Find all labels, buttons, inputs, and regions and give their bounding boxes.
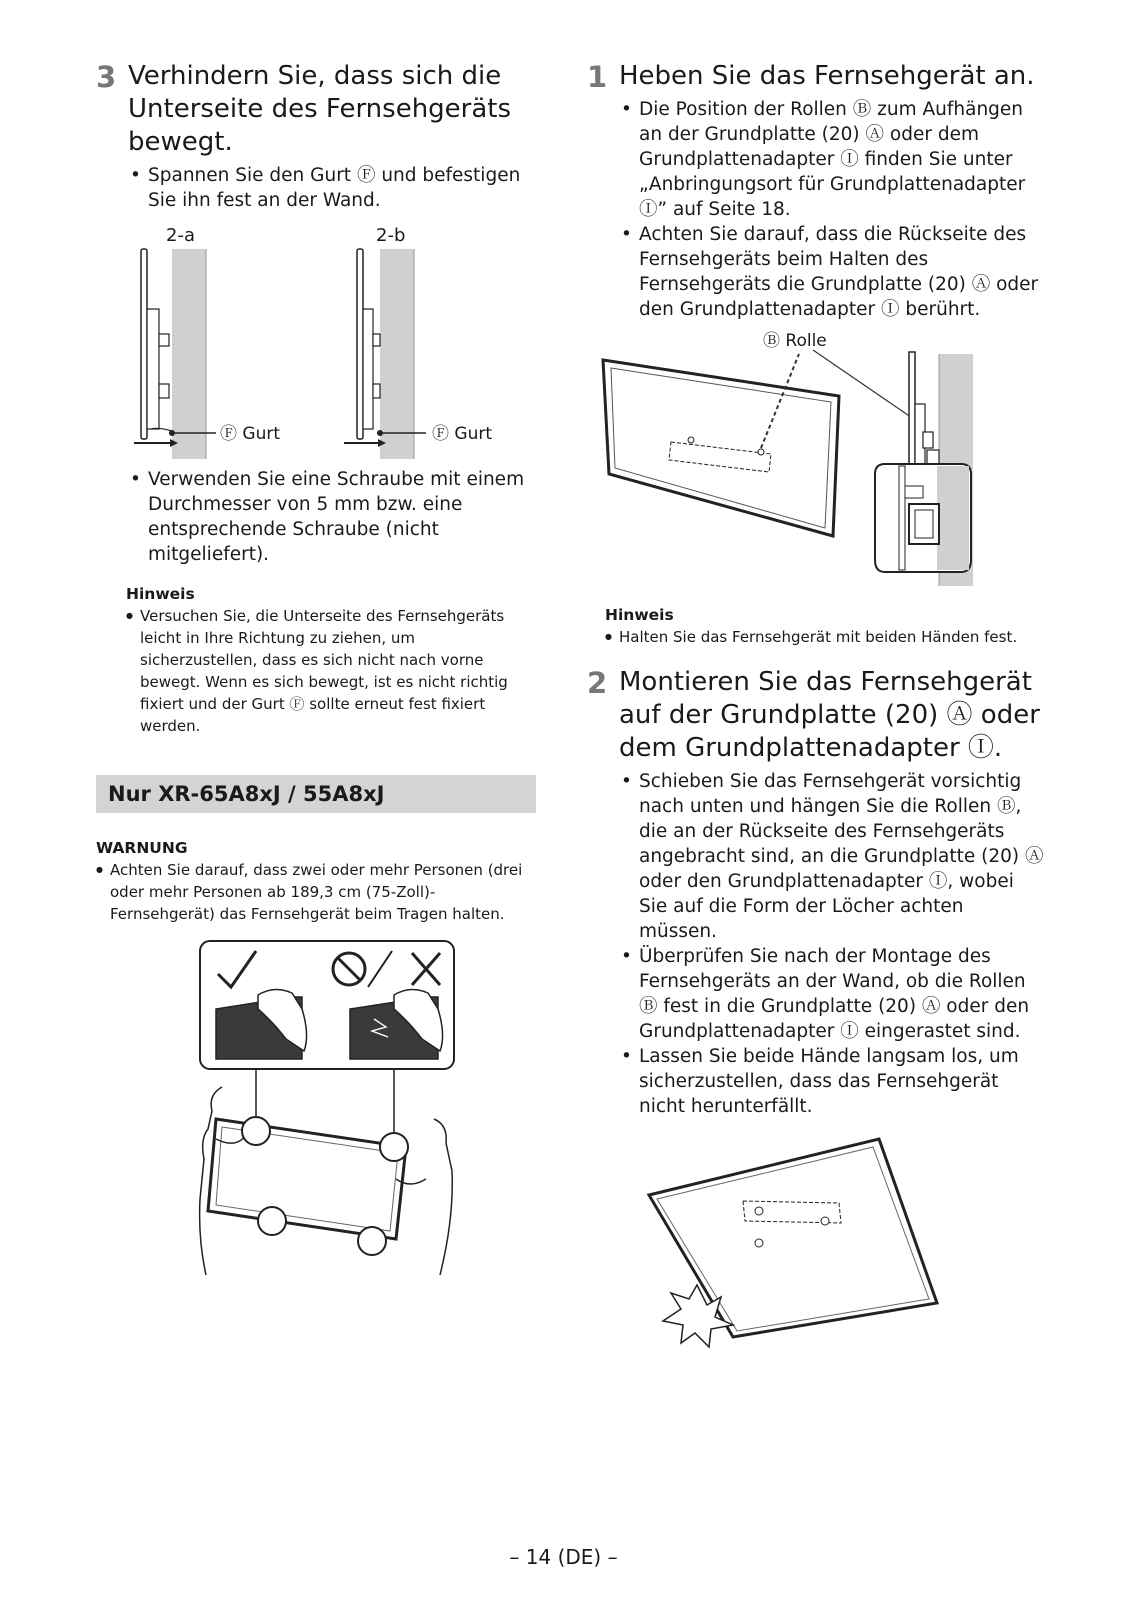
hinweis-list — [605, 626, 1047, 648]
left-column — [96, 60, 536, 1289]
step-title: Heben Sie das Fernsehgerät an. — [619, 61, 1035, 91]
step-3-continued — [96, 467, 536, 567]
step-number: 3 — [96, 60, 117, 94]
list-item: • Schieben Sie das Fernsehgerät vorsichtig nach unten und hängen Sie die Rollen Ⓑ, die an der Rückseite des Fernsehgeräts angebracht sind, an die Grundplatte (20) Ⓐ oder den Grundplattenadapter Ⓘ, wobei Sie auf die Form der Löcher achten müssen. — [619, 769, 1047, 944]
gurt-label-a: Ⓕ Gurt — [220, 424, 281, 444]
section-band: Nur XR-65A8xJ / 55A8xJ — [96, 775, 536, 813]
bullet-list — [619, 97, 1047, 322]
list-item: • Achten Sie darauf, dass die Rückseite des Fernsehgeräts beim Halten des Fernsehgeräts die Grundplatte (20) Ⓐ oder den Grundplattenadapter Ⓘ berührt. — [619, 222, 1047, 322]
figure-label-2b: 2-b — [376, 225, 406, 246]
hinweis-right — [587, 606, 1047, 648]
warnung — [96, 839, 536, 925]
list-item: • Lassen Sie beide Hände langsam los, um sicherzustellen, dass das Fernsehgerät nicht herunterfällt. — [619, 1044, 1047, 1119]
warnung-title: WARNUNG — [96, 839, 188, 857]
bullet-list — [128, 163, 536, 213]
gurt-label-b: Ⓕ Gurt — [432, 424, 493, 444]
step-number: 1 — [587, 60, 608, 94]
list-item: • Verwenden Sie eine Schraube mit einem Durchmesser von 5 mm bzw. eine entsprechende Schraube (nicht mitgeliefert). — [128, 467, 536, 567]
hinweis-left — [96, 585, 536, 737]
list-item: • Spannen Sie den Gurt Ⓕ und befestigen Sie ihn fest an der Wand. — [128, 163, 536, 213]
strap-illustration — [96, 219, 536, 459]
warnung-list — [96, 859, 536, 925]
right-column — [587, 60, 1047, 1349]
bullet-list — [128, 467, 536, 567]
figure-label-2a: 2-a — [166, 225, 195, 246]
step-title: Montieren Sie das Fernsehgerät auf der Grundplatte (20) Ⓐ oder dem Grundplattenadapter Ⓘ. — [619, 667, 1040, 763]
page-footer: – 14 (DE) – — [509, 1545, 618, 1569]
carrying-illustration — [96, 939, 536, 1289]
list-item: • Die Position der Rollen Ⓑ zum Aufhängen an der Grundplatte (20) Ⓐ oder dem Grundplattenadapter Ⓘ finden Sie unter „Anbringungsort für Grundplattenadapter Ⓘ” auf Seite 18. — [619, 97, 1047, 222]
rolle-label: Ⓑ Rolle — [763, 331, 827, 351]
step-title: Verhindern Sie, dass sich die Unterseite des Fernsehgeräts bewegt. — [128, 61, 512, 157]
step-number: 2 — [587, 666, 608, 700]
hinweis-title: Hinweis — [605, 606, 674, 624]
list-item: • Überprüfen Sie nach der Montage des Fernsehgeräts an der Wand, ob die Rollen Ⓑ fest in die Grundplatte (20) Ⓐ oder den Grundplattenadapter Ⓘ eingerastet sind. — [619, 944, 1047, 1044]
hinweis-title: Hinweis — [126, 585, 195, 603]
mount-illustration — [587, 1129, 1047, 1349]
list-item: ● Versuchen Sie, die Unterseite des Fernsehgeräts leicht in Ihre Richtung zu ziehen, um sicherzustellen, dass es sich nicht nach vorne bewegt. Wenn es sich bewegt, ist es nicht richtig fixiert und der Gurt Ⓕ sollte erneut fest fixiert werden. — [126, 605, 536, 737]
step-2 — [587, 666, 1047, 1119]
step-1 — [587, 60, 1047, 322]
lift-illustration — [587, 324, 1047, 586]
hinweis-list — [126, 605, 536, 737]
list-item: ● Achten Sie darauf, dass zwei oder mehr Personen (drei oder mehr Personen ab 189,3 cm (75-Zoll)-Fernsehgerät) das Fernsehgerät beim Tragen halten. — [96, 859, 536, 925]
step-3 — [96, 60, 536, 213]
bullet-list — [619, 769, 1047, 1119]
list-item: ● Halten Sie das Fernsehgerät mit beiden Händen fest. — [605, 626, 1047, 648]
